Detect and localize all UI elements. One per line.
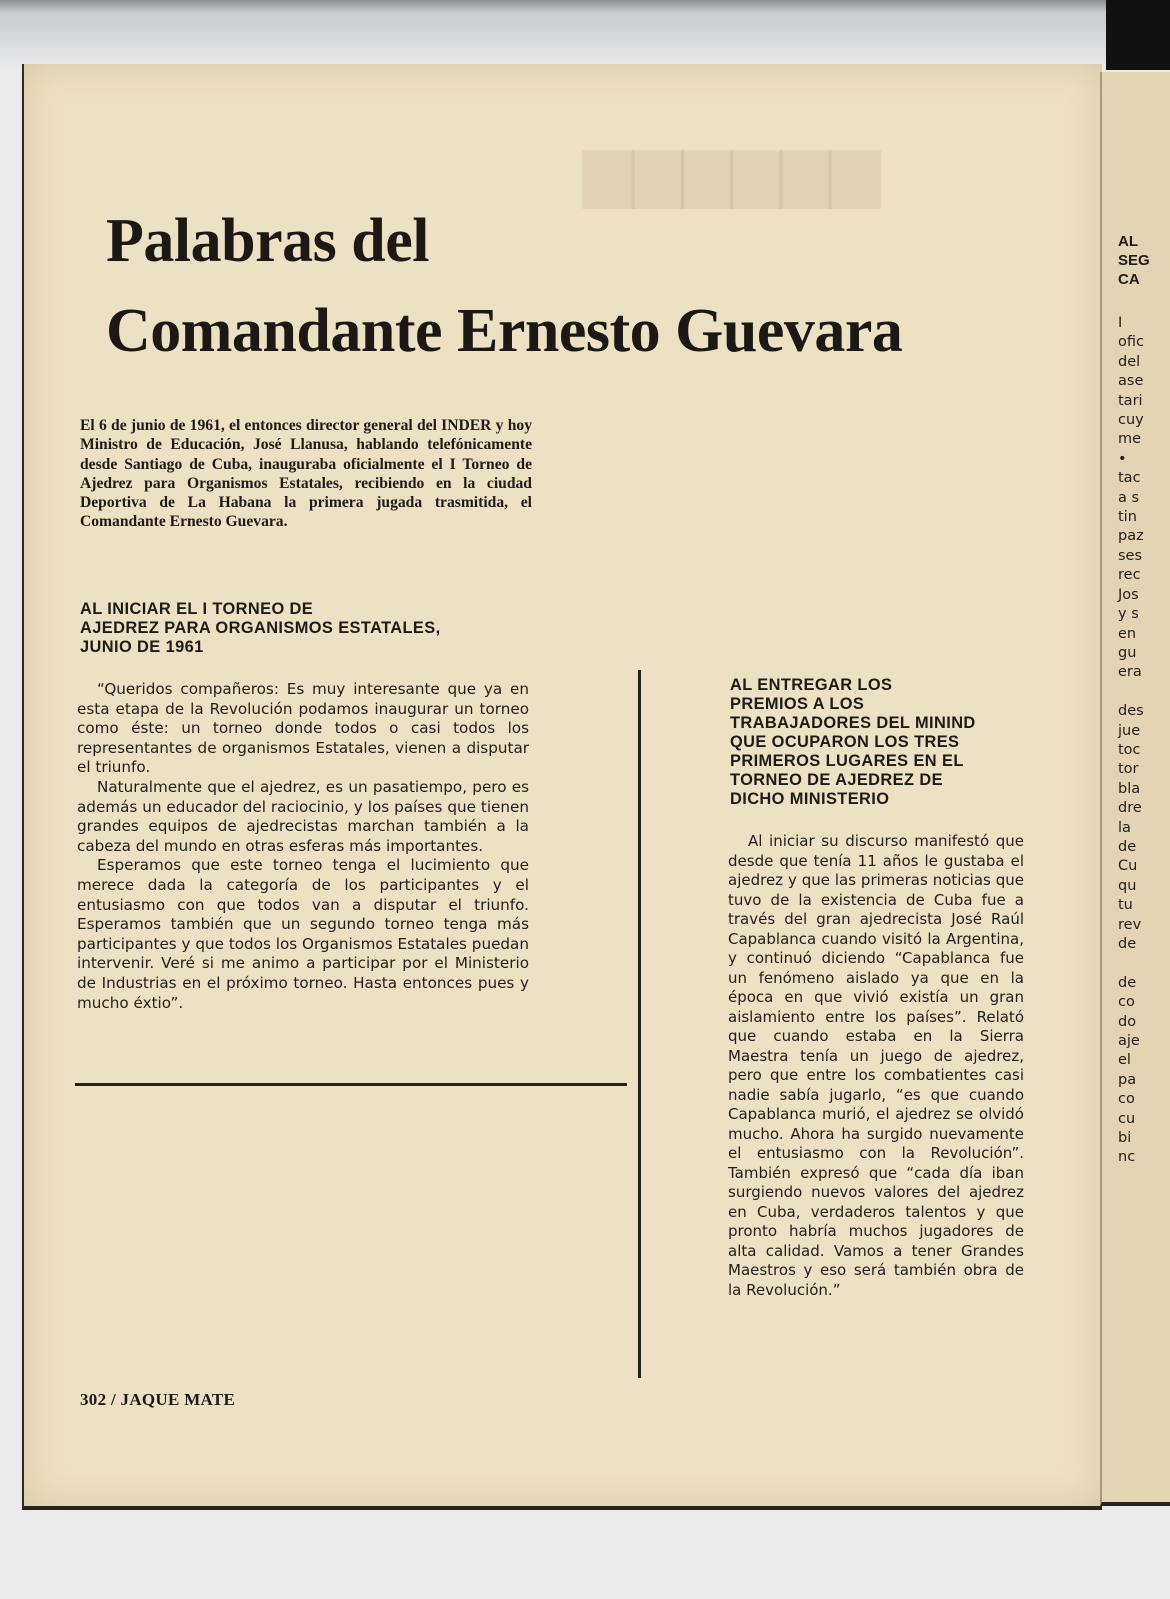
page-title (106, 196, 1066, 376)
adjacent-fragment: ses (1118, 547, 1143, 564)
adjacent-fragment: I (1118, 315, 1123, 331)
scanner-shadow-corner (1106, 0, 1170, 70)
adjacent-fragment: cuy (1118, 412, 1144, 429)
magazine-page (22, 64, 1102, 1510)
left-section-body (77, 680, 529, 1013)
left-heading-line: JUNIO DE 1961 (80, 638, 204, 656)
adjacent-fragment: y s (1118, 606, 1139, 623)
adjacent-fragment: bi (1118, 1130, 1132, 1147)
adjacent-fragment: tu (1118, 897, 1133, 914)
right-section-body (728, 832, 1024, 1300)
adjacent-fragment: el (1118, 1052, 1131, 1069)
adjacent-fragment: toc (1118, 741, 1141, 758)
right-heading-line: PRIMEROS LUGARES EN EL (730, 752, 964, 770)
adjacent-fragment: cu (1118, 1110, 1136, 1127)
adjacent-fragment: en (1118, 625, 1137, 642)
adjacent-fragment: rev (1118, 916, 1142, 933)
left-heading-line: AL INICIAR EL I TORNEO DE (80, 600, 314, 618)
title-line-2: Comandante Ernesto Guevara (106, 297, 903, 365)
adjacent-fragment: co (1118, 1091, 1135, 1108)
right-heading-line: AL ENTREGAR LOS (730, 676, 893, 694)
adjacent-heading-line: AL (1118, 233, 1138, 250)
adjacent-fragment: • (1118, 450, 1127, 467)
adjacent-text-fragments (1118, 314, 1144, 1168)
adjacent-heading-line: SEG (1118, 252, 1150, 269)
adjacent-fragment: des (1118, 703, 1144, 720)
adjacent-fragment: Cu (1118, 858, 1138, 875)
scanner-background-top (0, 0, 1170, 70)
adjacent-fragment: jue (1118, 722, 1141, 739)
adjacent-fragment (1118, 683, 1144, 702)
adjacent-fragment: do (1118, 1013, 1137, 1030)
adjacent-heading-line: CA (1118, 271, 1140, 288)
right-heading-line: QUE OCUPARON LOS TRES (730, 733, 960, 751)
right-heading-line: TORNEO DE AJEDREZ DE (730, 771, 943, 789)
right-paragraph: Al iniciar su discurso manifestó que desde que tenía 11 años le gustaba el ajedrez y que las primeras noticias que tuvo de la existencia de Cuba fue a través del gran ajedrecista José Raúl Capablanca cuando visitó la Argentina, y continuó diciendo “Capablanca fue un fenómeno aislado ya que en la época en que vivió existía un gran aislamiento entre los países”. Relató que cuando estaba en la Sierra Maestra tenía un juego de ajedrez, pero que entre los combatientes casi nadie sabía jugarlo, “es que cuando Capablanca murió, el ajedrez se olvidó mucho. Ahora ha surgido nuevamente el entusiasmo con la Revolución”. También expresó que “cada día iban surgiendo nuevos valores del ajedrez en Cuba, verdaderos talentos y que pronto habría muchos jugadores de alta calidad. Vamos a tener Grandes Maestros y eso será también obra de la Revolución.” (728, 832, 1024, 1299)
left-section-heading (80, 600, 540, 657)
bleed-through-shadow: ▆▆▆▆▆▆ (584, 135, 880, 206)
adjacent-fragment: co (1118, 994, 1135, 1011)
adjacent-fragment: dre (1118, 800, 1142, 817)
adjacent-fragment: tac (1118, 470, 1141, 487)
adjacent-page-edge (1100, 72, 1170, 1506)
adjacent-fragment: pa (1118, 1071, 1137, 1088)
adjacent-heading (1118, 232, 1150, 289)
left-paragraph: “Queridos compañeros: Es muy interesante que ya en esta etapa de la Revolución podamos inaugurar un torneo como éste: un torneo donde todos o casi todos los representantes de organismos Estatales, vienen a disputar el triunfo. (77, 680, 529, 777)
adjacent-fragment: tari (1118, 392, 1143, 409)
adjacent-fragment: de (1118, 936, 1137, 952)
adjacent-fragment: tin (1118, 509, 1137, 526)
intro-paragraph: El 6 de junio de 1961, el entonces director general del INDER y hoy Ministro de Educación, José Llanusa, hablando telefónicamente desde Santiago de Cuba, inauguraba oficialmente el I Torneo de Ajedrez para Organismos Estatales, recibiendo en la ciudad Deportiva de La Habana la primera jugada trasmitida, el Comandante Ernesto Guevara. (80, 417, 532, 531)
adjacent-fragment: del (1118, 353, 1141, 370)
adjacent-fragment: ase (1118, 373, 1144, 390)
adjacent-fragment (1118, 954, 1144, 973)
left-heading-line: AJEDREZ PARA ORGANISMOS ESTATALES, (80, 619, 441, 637)
left-paragraph: Naturalmente que el ajedrez, es un pasatiempo, pero es además un educador del raciocinio, y los países que tienen grandes equipos de ajedrecistas marchan también a la cabeza del mundo en otras esferas más importantes. (77, 777, 529, 855)
adjacent-fragment: de (1118, 838, 1137, 855)
right-heading-line: PREMIOS A LOS (730, 695, 865, 713)
adjacent-fragment: tor (1118, 761, 1139, 778)
adjacent-fragment: Jos (1118, 586, 1139, 603)
adjacent-fragment: a s (1118, 489, 1140, 506)
adjacent-fragment: de (1118, 974, 1137, 991)
adjacent-fragment: bla (1118, 780, 1141, 797)
adjacent-fragment: qu (1118, 877, 1137, 894)
adjacent-fragment: paz (1118, 528, 1144, 545)
page-footer: 302 / JAQUE MATE (80, 1390, 236, 1409)
adjacent-fragment: aje (1118, 1033, 1140, 1050)
adjacent-fragment: ofic (1118, 334, 1144, 351)
right-heading-line: DICHO MINISTERIO (730, 790, 890, 808)
right-heading-line: TRABAJADORES DEL MININD (730, 714, 976, 732)
adjacent-fragment: gu (1118, 644, 1137, 661)
adjacent-fragment: la (1118, 819, 1131, 836)
column-divider-vertical (638, 670, 641, 1378)
title-line-1: Palabras del (106, 207, 429, 275)
adjacent-fragment: nc (1118, 1149, 1136, 1166)
adjacent-fragment: me (1118, 431, 1142, 448)
section-divider-horizontal (75, 1083, 627, 1086)
left-paragraph: Esperamos que este torneo tenga el lucimiento que merece dada la categoría de los participantes y el entusiasmo con que todos van a disputar el triunfo. Esperamos también que un segundo torneo tenga más participantes y que todos los Organismos Estatales puedan intervenir. Veré si me animo a participar por el Ministerio de Industrias en el próximo torneo. Hasta entonces pues y mucho éxtio”. (77, 856, 529, 1012)
adjacent-fragment: rec (1118, 567, 1141, 584)
right-section-heading (730, 676, 1030, 809)
adjacent-fragment: era (1118, 664, 1142, 681)
